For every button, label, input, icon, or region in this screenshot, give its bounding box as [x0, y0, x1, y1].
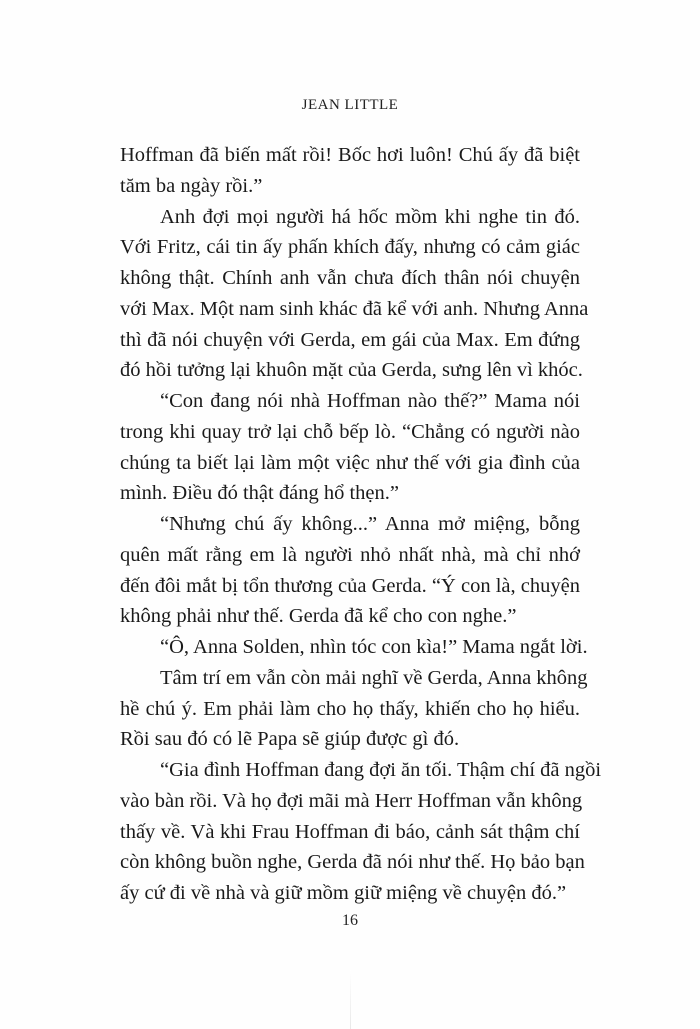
page-crease	[350, 970, 351, 1029]
text-line: Rồi sau đó có lẽ Papa sẽ giúp được gì đó.	[120, 728, 460, 751]
page-number: 16	[342, 912, 358, 929]
text-line: vào bàn rồi. Và họ đợi mãi mà Herr Hoffman vẫn không	[120, 789, 583, 812]
text-line: đó hồi tưởng lại khuôn mặt của Gerda, sưng lên vì khóc.	[120, 359, 583, 382]
text-line: không phải như thế. Gerda đã kể cho con nghe.”	[120, 605, 517, 628]
text-line: còn không buồn nghe, Gerda đã nói như thế. Họ bảo bạn	[120, 851, 585, 874]
text-line: “Nhưng chú ấy không...” Anna mở miệng, bỗng	[160, 513, 580, 535]
text-line: đến đôi mắt bị tổn thương của Gerda. “Ý con là, chuyện	[120, 574, 580, 597]
text-line: không thật. Chính anh vẫn chưa đích thân nói chuyện	[120, 267, 580, 289]
text-line: chúng ta biết lại làm một việc như thế với gia đình của	[120, 451, 580, 474]
text-line: hề chú ý. Em phải làm cho họ thấy, khiến cho họ hiểu.	[120, 697, 580, 720]
text-line: với Max. Một nam sinh khác đã kể với anh. Nhưng Anna	[120, 297, 589, 320]
text-line: “Con đang nói nhà Hoffman nào thế?” Mama nói	[160, 390, 580, 412]
text-line: ấy cứ đi về nhà và giữ mồm giữ miệng về chuyện đó.”	[120, 882, 567, 904]
text-line: thấy về. Và khi Frau Hoffman đi báo, cảnh sát thậm chí	[120, 820, 580, 843]
body-text	[120, 140, 602, 909]
text-line: thì đã nói chuyện với Gerda, em gái của Max. Em đứng	[120, 328, 580, 351]
running-head: JEAN LITTLE	[301, 97, 399, 113]
text-line: Hoffman đã biến mất rồi! Bốc hơi luôn! Chú ấy đã biệt	[120, 144, 580, 166]
text-line: “Gia đình Hoffman đang đợi ăn tối. Thậm chí đã ngồi	[160, 759, 602, 781]
text-line: trong khi quay trở lại chỗ bếp lò. “Chẳng có người nào	[120, 420, 580, 443]
text-line: Với Fritz, cái tin ấy phấn khích đấy, nhưng có cảm giác	[120, 236, 580, 259]
text-line: “Ô, Anna Solden, nhìn tóc con kìa!” Mama ngắt lời.	[160, 636, 588, 658]
text-line: mình. Điều đó thật đáng hổ thẹn.”	[120, 482, 399, 505]
text-line: Tâm trí em vẫn còn mải nghĩ về Gerda, Anna không	[160, 666, 588, 689]
text-line: tăm ba ngày rồi.”	[120, 174, 263, 197]
text-line: quên mất rằng em là người nhỏ nhất nhà, mà chỉ nhớ	[120, 543, 580, 566]
text-line: Anh đợi mọi người há hốc mồm khi nghe tin đó.	[160, 205, 580, 228]
